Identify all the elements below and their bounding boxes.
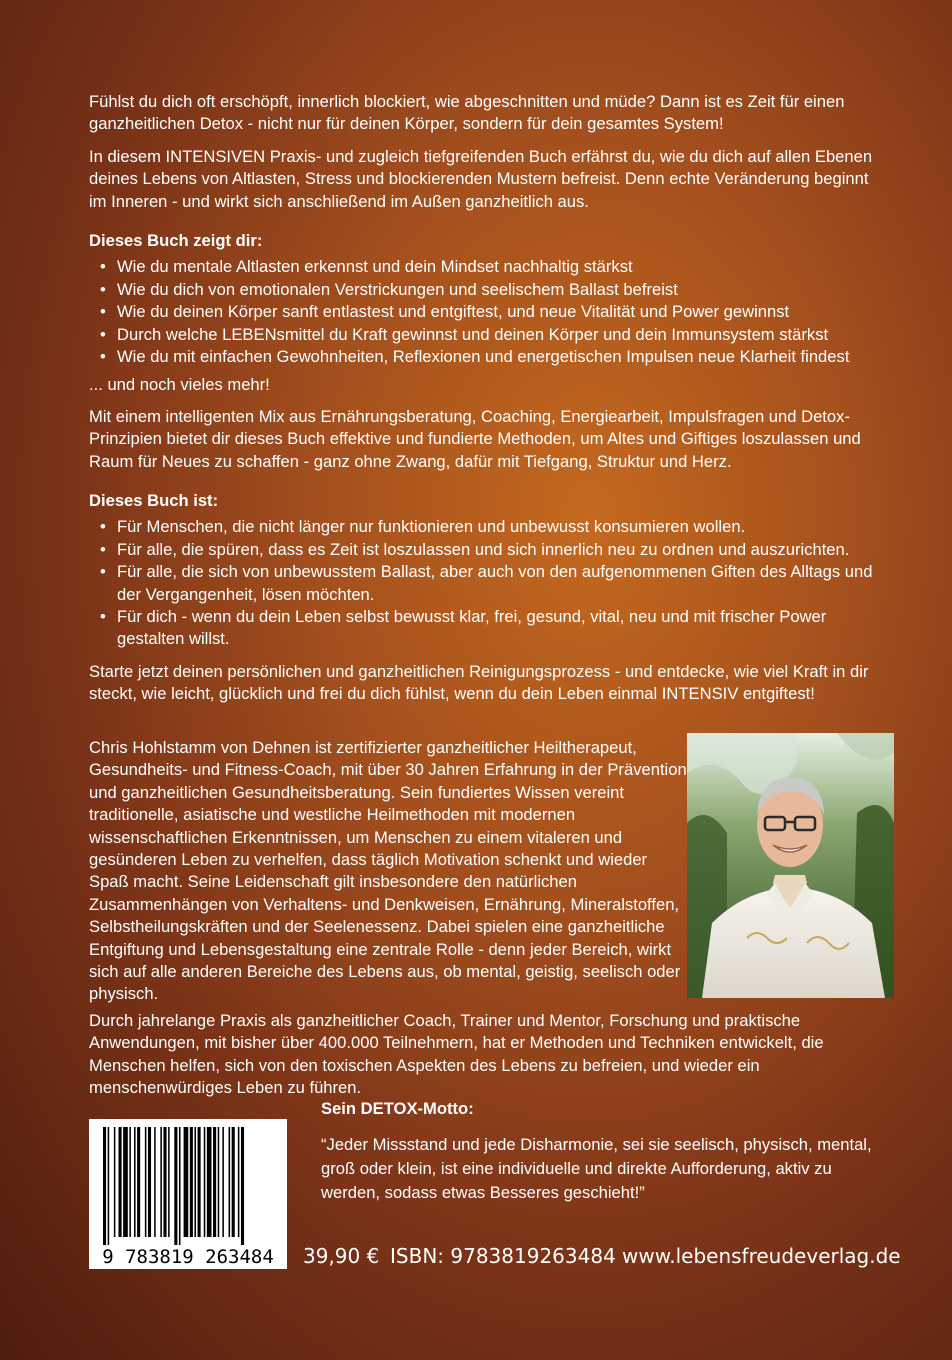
barcode-bar bbox=[232, 1127, 235, 1237]
publisher-website: www.lebensfreudeverlag.de bbox=[622, 1244, 901, 1268]
barcode-bar bbox=[190, 1127, 193, 1237]
barcode-bar bbox=[204, 1127, 206, 1237]
audience-section bbox=[89, 490, 889, 651]
price: 39,90 € bbox=[303, 1244, 380, 1268]
barcode-bar bbox=[218, 1127, 220, 1237]
barcode-bar bbox=[184, 1127, 189, 1237]
barcode bbox=[89, 1119, 287, 1269]
list-item: • Wie du dich von emotionalen Verstrickungen und seelischem Ballast befreist bbox=[89, 279, 889, 301]
barcode-bar bbox=[145, 1127, 147, 1237]
barcode-bar bbox=[129, 1127, 131, 1237]
barcode-bar bbox=[119, 1127, 122, 1237]
mix-text: Mit einem intelligenten Mix aus Ernährungsberatung, Coaching, Energiearbeit, Impulsfragen und Detox-Prinzipien bietet dir dieses Buch effektive und fundierte Methoden, um Altes und Giftiges loszulassen und Raum für Neues zu schaffen - ganz ohne Zwang, dafür mit Tiefgang, Struktur und Herz. bbox=[89, 407, 861, 471]
barcode-bar bbox=[134, 1127, 136, 1237]
isbn: ISBN: 9783819263484 bbox=[390, 1244, 616, 1268]
bullet-list bbox=[89, 516, 889, 650]
barcode-bar bbox=[148, 1127, 151, 1237]
cta-text: Starte jetzt deinen persönlichen und ganzheitlichen Reinigungsprozess - und entdecke, wie viel Kraft in dir steckt, wie leicht, glücklich und frei du dich fühlst, wenn du dein Leben einmal INTENSIV entgiftest! bbox=[89, 662, 869, 704]
section-heading: Dieses Buch zeigt dir: bbox=[89, 231, 263, 250]
shows-section bbox=[89, 230, 889, 397]
barcode-bar bbox=[207, 1127, 212, 1237]
barcode-bar bbox=[174, 1127, 177, 1245]
author-photo bbox=[687, 733, 894, 998]
list-item: • Für alle, die sich von unbewusstem Ballast, aber auch von den aufgenommenen Giften des Alltags und der Vergangenheit, lösen möchten. bbox=[89, 561, 889, 606]
barcode-bar bbox=[103, 1127, 106, 1245]
barcode-bar bbox=[222, 1127, 224, 1237]
barcode-bar bbox=[163, 1127, 166, 1237]
section-heading: Dieses Buch ist: bbox=[89, 491, 219, 510]
bio2-text: Durch jahrelange Praxis als ganzheitlicher Coach, Trainer und Mentor, Forschung und praktische Anwendungen, mit bisher über 400.000 Teilnehmern, hat er Methoden und Techniken entwickelt, die Menschen helfen, sich von den toxischen Aspekten des Lebens zu befreien, und wieder ein menschenwürdiges Leben zu führen. bbox=[89, 1011, 824, 1098]
barcode-bar bbox=[108, 1127, 110, 1245]
list-item: • Durch welche LEBENsmittel du Kraft gewinnst und deinen Körper und dein Immunsystem stärkst bbox=[89, 324, 889, 346]
barcode-bar bbox=[238, 1127, 240, 1237]
author-bio-continued bbox=[89, 1010, 889, 1100]
list-item: • Wie du mentale Altlasten erkennst und dein Mindset nachhaltig stärkst bbox=[89, 256, 889, 278]
mix-paragraph bbox=[89, 406, 889, 473]
intro bbox=[89, 91, 889, 213]
bio-text: Chris Hohlstamm von Dehnen ist zertifizierter ganzheitlicher Heiltherapeut, Gesundheits- und Fitness-Coach, mit über 30 Jahren Erfahrung in der Prävention und ganzheitlichen Gesundheitsberatung. Sein fundiertes Wissen vereint traditionelle, asiatische und westliche Heilmethoden mit modernen wissenschaftlichen Erkenntnissen, um Menschen zu einem vitaleren und gesünderen Leben zu verhelfen, dass täglich Motivation schenkt und wieder Spaß macht. Seine Leidenschaft gilt insbesondere den natürlichen Zusammenhängen von Verhaltens- und Denkweisen, Ernährung, Mineralstoffen, Selbstheilungskräften und der Seelenessenz. Dabei spielen eine ganzheitliche Entgiftung und Lebensgestaltung eine zentrale Rolle - denn jeder Bereich, wirkt sich auf alle anderen Bereiche des Lebens aus, ob mental, geistig, seelisch oder physisch. bbox=[89, 738, 687, 1004]
call-to-action bbox=[89, 661, 889, 706]
bullet-list bbox=[89, 256, 889, 368]
list-item: • Für Menschen, die nicht länger nur funktionieren und unbewusst konsumieren wollen. bbox=[89, 516, 889, 538]
motto-quote: “Jeder Missstand und jede Disharmonie, sei sie seelisch, physisch, mental, groß oder klein, ist eine individuelle und direkte Aufforderung, aktiv zu werden, sodass etwas Besseres geschieht!” bbox=[321, 1135, 872, 1202]
list-item: • Für dich - wenn du dein Leben selbst bewusst klar, frei, gesund, vital, neu und mit frischer Power gestalten willst. bbox=[89, 606, 889, 651]
barcode-bar bbox=[123, 1127, 128, 1237]
list-item: • Wie du mit einfachen Gewohnheiten, Reflexionen und energetischen Impulsen neue Klarheit findest bbox=[89, 346, 889, 368]
barcode-bars bbox=[89, 1119, 287, 1269]
list-item: • Wie du deinen Körper sanft entlastest und entgiftest, und neue Vitalität und Power gewinnst bbox=[89, 301, 889, 323]
barcode-bar bbox=[114, 1127, 116, 1237]
barcode-bar bbox=[198, 1127, 201, 1237]
barcode-bar bbox=[168, 1127, 170, 1237]
author-bio bbox=[89, 737, 689, 1006]
barcode-bar bbox=[160, 1127, 162, 1237]
barcode-bar bbox=[241, 1127, 244, 1245]
more-text: ... und noch vieles mehr! bbox=[89, 375, 270, 395]
author-portrait-image bbox=[687, 733, 894, 998]
barcode-bar bbox=[194, 1127, 196, 1237]
motto-heading: Sein DETOX-Motto: bbox=[321, 1099, 474, 1118]
barcode-bar bbox=[179, 1127, 181, 1245]
barcode-number: 9 783819 263484 bbox=[102, 1246, 274, 1268]
barcode-bar bbox=[154, 1127, 156, 1237]
intro-paragraph: Fühlst du dich oft erschöpft, innerlich blockiert, wie abgeschnitten und müde? Dann ist es Zeit für einen ganzheitlichen Detox - nicht nur für deinen Körper, sondern für dein gesamtes System! bbox=[89, 92, 845, 134]
barcode-bar bbox=[229, 1127, 231, 1237]
list-item: • Für alle, die spüren, dass es Zeit ist loszulassen und sich innerlich neu zu ordnen und auszurichten. bbox=[89, 539, 889, 561]
barcode-bar bbox=[137, 1127, 140, 1237]
barcode-bar bbox=[213, 1127, 216, 1237]
intro-paragraph: In diesem INTENSIVEN Praxis- und zugleich tiefgreifenden Buch erfährst du, wie du dich auf allen Ebenen deines Lebens von Altlasten, Stress und blockierenden Mustern befreist. Denn echte Veränderung beginnt im Inneren - und wirkt sich anschließend im Außen ganzheitlich aus. bbox=[89, 146, 873, 211]
